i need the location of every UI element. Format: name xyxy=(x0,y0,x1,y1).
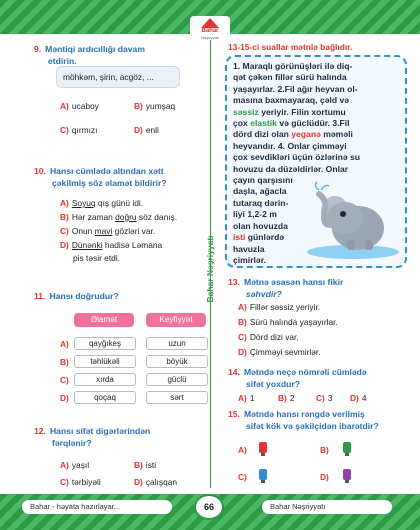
option-14d[interactable] xyxy=(350,393,367,404)
question-text: Hansı cümlədə altından xətt xyxy=(49,166,164,176)
option-letter: D) xyxy=(134,477,143,487)
paint-tube-red-icon xyxy=(256,441,272,457)
option-text: enli xyxy=(145,125,159,135)
option-14b[interactable] xyxy=(278,393,295,404)
option-text: 3 xyxy=(327,393,333,403)
option-12a[interactable] xyxy=(60,460,89,471)
option-11a-right[interactable] xyxy=(146,337,208,350)
option-9d[interactable] xyxy=(134,125,159,136)
question-text: Mətndə hansı rəngdə verilmiş xyxy=(243,409,365,419)
option-text: tərbiyəli xyxy=(71,477,101,487)
option-letter: B) xyxy=(60,357,69,367)
story-line: 1. Maraqlı görünüşləri ilə diq- xyxy=(233,61,353,71)
story-line: çimirlər. xyxy=(233,254,266,265)
cell-text: güclü xyxy=(167,375,187,384)
option-10d-cont xyxy=(73,253,120,264)
underlined-word: Soyuq xyxy=(71,198,96,208)
option-15c[interactable] xyxy=(238,472,250,483)
question-15 xyxy=(228,409,379,432)
option-text: qırmızı xyxy=(71,125,98,135)
footer-slogan-text: Bahar - həyata hazırlayar... xyxy=(30,502,121,511)
option-letter: C) xyxy=(238,472,247,482)
option-10a[interactable] xyxy=(60,198,143,209)
question-text: sifət yoxdur? xyxy=(246,378,300,389)
page-number-text: 66 xyxy=(203,502,214,512)
question-text: səhvdir? xyxy=(246,288,282,299)
option-text: ucaboy xyxy=(71,101,99,111)
option-letter: A) xyxy=(238,445,247,455)
cell-text: qayğıkeş xyxy=(88,339,122,348)
question-number: 10. xyxy=(34,166,46,176)
option-15a[interactable] xyxy=(238,445,250,456)
cell-text: qoçaq xyxy=(94,393,116,402)
option-13d[interactable] xyxy=(238,347,321,358)
story-line: dörd dizi olan yeganə məməli xyxy=(233,129,353,140)
page-number xyxy=(194,494,224,520)
question-number: 14. xyxy=(228,367,240,377)
question-number: 9. xyxy=(34,44,42,54)
option-10c[interactable] xyxy=(60,226,155,237)
cell-text: sərt xyxy=(170,393,184,402)
question-text: Mətndə neçə nömrəli cümlədə xyxy=(243,367,367,377)
option-letter: A) xyxy=(238,302,247,312)
option-11b-right[interactable] xyxy=(146,355,208,368)
question-13 xyxy=(228,277,343,300)
side-publisher-label: Bahar Nəşriyyatı xyxy=(205,235,215,303)
option-letter: B) xyxy=(278,393,287,403)
option-11b-left[interactable] xyxy=(74,355,136,368)
option-text: çalışqan xyxy=(145,477,178,487)
option-letter: B) xyxy=(60,212,69,222)
option-text: 2 xyxy=(289,393,295,403)
question-9 xyxy=(34,44,145,67)
option-text: Sürü halında yaşayırlar. xyxy=(249,317,338,327)
option-9c[interactable] xyxy=(60,125,97,136)
option-text: Fillər səssiz yeriyir. xyxy=(249,302,321,312)
option-text: Dörd dizi var. xyxy=(249,332,299,342)
story-line: heyvandır. 4. Onlar çimməyi xyxy=(233,140,347,151)
footer-slogan xyxy=(22,500,172,514)
option-letter: B) xyxy=(134,460,143,470)
footer-publisher xyxy=(262,500,392,514)
story-line: daşla, ağacla xyxy=(233,186,287,197)
story-line: tutaraq dərin- xyxy=(233,197,289,208)
option-letter: C) xyxy=(60,375,69,385)
option-text: isti xyxy=(145,460,157,470)
option-15b[interactable] xyxy=(320,445,332,456)
option-letter: D) xyxy=(134,125,143,135)
story-line: qət çəkən fillər sürü halında xyxy=(233,72,347,83)
paint-tube-blue-icon xyxy=(256,468,272,484)
option-12d[interactable] xyxy=(134,477,177,488)
option-13a[interactable] xyxy=(238,302,320,313)
option-11d-right[interactable] xyxy=(146,391,208,404)
underlined-word: mavi xyxy=(94,226,113,236)
paint-tube-purple-icon xyxy=(340,468,356,484)
cell-text: xırda xyxy=(96,375,114,384)
story-line: çox elastik və güclüdür. 3.Fil xyxy=(233,118,350,129)
story-line: hovuzu da düzəldirlər. Onlar xyxy=(233,163,349,174)
option-letter: D) xyxy=(320,472,329,482)
option-letter: A) xyxy=(60,198,69,208)
question-number: 15. xyxy=(228,409,240,419)
option-letter: D) xyxy=(238,347,247,357)
story-line: çox sevdikləri üçün özlərinə su xyxy=(233,152,361,163)
option-text: hadisə Ləmana xyxy=(102,240,163,250)
option-10d[interactable] xyxy=(60,240,162,251)
question-10 xyxy=(34,166,167,189)
option-letter: A) xyxy=(238,393,247,403)
option-14a[interactable] xyxy=(238,393,255,404)
option-letter: B) xyxy=(134,101,143,111)
question-text: sifət kök və şəkilçidən ibarətdir? xyxy=(246,420,379,431)
paint-tube-green-icon xyxy=(340,441,356,457)
option-14c[interactable] xyxy=(316,393,333,404)
cell-text: böyük xyxy=(166,357,188,366)
option-letter: B) xyxy=(238,317,247,327)
question-text: çəkilmiş söz əlamət bildirir? xyxy=(52,177,167,188)
option-15d[interactable] xyxy=(320,472,332,483)
question-11 xyxy=(34,291,119,303)
story-line: yaşayırlar. 2.Fil ağır heyvan ol- xyxy=(233,83,358,94)
elephant-illustration xyxy=(303,180,403,260)
logo-name: Bahar xyxy=(201,28,219,34)
option-letter: B) xyxy=(320,445,329,455)
option-text: Onun xyxy=(71,226,95,236)
story-line: masına baxmayaraq, çəld və xyxy=(233,95,350,106)
question-text: fərqlənir? xyxy=(52,437,92,448)
sequence-text: möhkəm, şirin, acgöz, ... xyxy=(63,72,154,82)
option-text: Çimməyi sevmirlər. xyxy=(249,347,321,357)
footer-publisher-text: Bahar Nəşriyyatı xyxy=(270,502,326,511)
header-badge-attribute xyxy=(74,313,134,327)
question-14 xyxy=(228,367,367,390)
option-text: 1 xyxy=(249,393,255,403)
option-text: Hər zaman xyxy=(71,212,116,222)
question-text: Məntiqi ardıcıllığı davam xyxy=(45,44,145,54)
logo-mark-icon xyxy=(201,18,219,28)
option-12b[interactable] xyxy=(134,460,156,471)
option-11c-right[interactable] xyxy=(146,373,208,386)
option-text: qış günü idi. xyxy=(95,198,144,208)
sequence-box xyxy=(56,66,180,88)
option-11c-left[interactable] xyxy=(74,373,136,386)
option-text: söz danış. xyxy=(136,212,178,222)
story-line: çayın qarşısını xyxy=(233,175,293,186)
option-letter: A) xyxy=(60,339,69,349)
badge-text: Keyfiyyət xyxy=(159,315,193,324)
question-number: 12. xyxy=(34,426,46,436)
story-line: liyi 1,2-2 m xyxy=(233,209,277,220)
option-text: 4 xyxy=(361,393,367,403)
cell-text: təhlükəli xyxy=(90,357,120,366)
question-text: Mətnə əsasən hansı fikir xyxy=(243,277,344,287)
option-letter: C) xyxy=(316,393,325,403)
option-letter: C) xyxy=(238,332,247,342)
question-text: Hansı sifət digərlərindən xyxy=(49,426,151,436)
option-9a[interactable] xyxy=(60,101,99,112)
badge-text: Əlamət xyxy=(90,315,118,324)
story-title: 13-15-ci suallar mətnlə bağlıdır. xyxy=(228,42,353,52)
underlined-word: Dünənki xyxy=(71,240,103,250)
option-letter: A) xyxy=(60,460,69,470)
header-badge-quality xyxy=(146,313,206,327)
option-letter: C) xyxy=(60,226,69,236)
option-letter: C) xyxy=(60,477,69,487)
option-9b[interactable] xyxy=(134,101,175,112)
option-13b[interactable] xyxy=(238,317,338,328)
option-13c[interactable] xyxy=(238,332,299,343)
question-number: 13. xyxy=(228,277,240,287)
option-10b[interactable] xyxy=(60,212,177,223)
question-text: Hansı doğrudur? xyxy=(49,291,119,301)
option-letter: C) xyxy=(60,125,69,135)
option-text: yumşaq xyxy=(145,101,176,111)
story-line: havuzla xyxy=(233,243,265,254)
cell-text: uzun xyxy=(168,339,186,348)
option-letter: D) xyxy=(350,393,359,403)
option-text: gözləri var. xyxy=(112,226,156,236)
story-line: səssiz yeriyir. Filin xortumu xyxy=(233,106,346,117)
option-letter: D) xyxy=(60,240,69,250)
option-letter: A) xyxy=(60,101,69,111)
option-11a-left[interactable] xyxy=(74,337,136,350)
underlined-word: doğru xyxy=(115,212,137,222)
story-line: isti günlərdə xyxy=(233,232,285,243)
question-number: 11. xyxy=(34,291,46,301)
question-12 xyxy=(34,426,150,449)
question-text: etdirin. xyxy=(48,55,77,66)
logo-sub: Nəşriyyatı xyxy=(201,35,219,40)
option-text: pis təsir etdi. xyxy=(73,253,121,263)
story-line: olan hovuzda xyxy=(233,220,288,231)
option-text: yaşıl xyxy=(71,460,90,470)
option-letter: D) xyxy=(60,393,69,403)
option-11d-left[interactable] xyxy=(74,391,136,404)
option-12c[interactable] xyxy=(60,477,101,488)
